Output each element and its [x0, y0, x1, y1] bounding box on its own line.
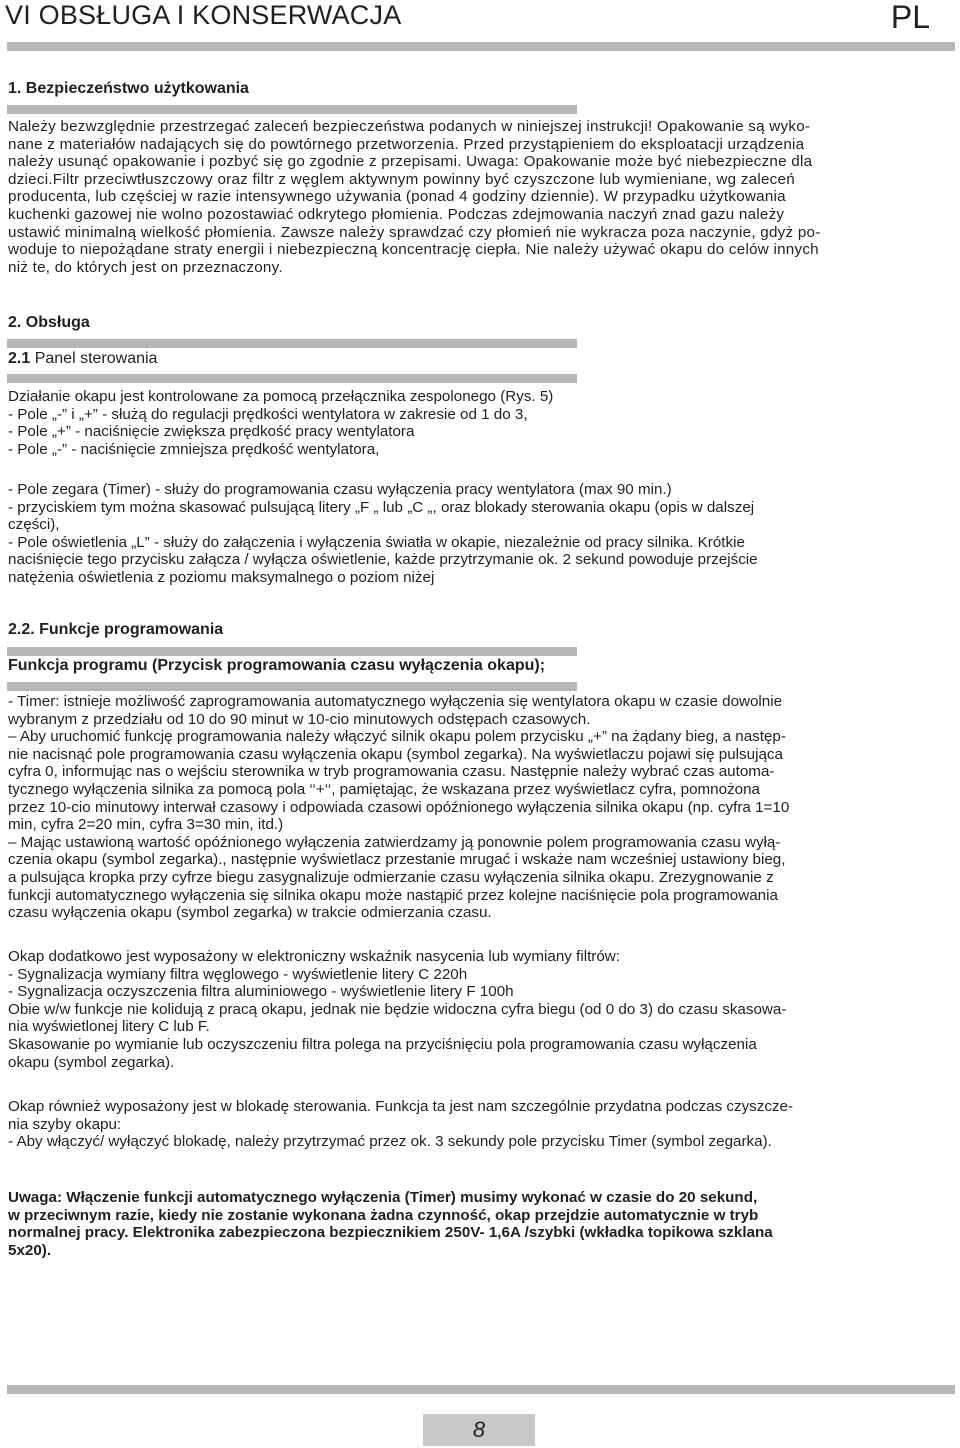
timer-description: [8, 693, 956, 922]
warning-note: [8, 1189, 956, 1259]
control-panel-list-2: [8, 481, 956, 587]
text-line: - Sygnalizacja oczyszczenia filtra aluminiowego - wyświetlenie litery F 100h: [8, 983, 514, 1001]
text-line: - Sygnalizacja wymiany filtra węglowego - wyświetlenie litery C 220h: [8, 965, 468, 983]
text-line: - Pole zegara (Timer) - służy do programowania czasu wyłączenia pracy wentylatora (max 90 min.): [8, 481, 672, 498]
text-line: a pulsująca kropka przy cyfrze biegu zasygnalizuje odmierzanie czasu wyłączenia silnika okapu. Zrezygnowanie z: [8, 868, 774, 886]
footer-rule: [7, 1385, 955, 1394]
text-line: - przyciskiem tym można skasować pulsującą litery „F „ lub „C „, oraz blokady sterowania okapu (opis w dalszej: [8, 498, 755, 516]
text-line: Okap dodatkowo jest wyposażony w elektroniczny wskaźnik nasycenia lub wymiany filtrów:: [8, 948, 620, 965]
text-line: – Aby uruchomić funkcję programowania należy włączyć silnik okapu polem przycisku „+” na żądany bieg, a następ-: [8, 728, 786, 746]
text-line: przez 10-cio minutowy interwał czasowy i odpowiada czasowi opóźnionego wyłączenia silnika okapu (np. cyfra 1=10: [8, 798, 790, 816]
language-code: PL: [890, 0, 930, 35]
text-line: Skasowanie po wymianie lub oczyszczeniu filtra polega na przyciśnięciu pola programowania czasu wyłączenia: [8, 1035, 757, 1053]
text-line: nia szyby okapu:: [8, 1115, 122, 1133]
text-line: wybranym z przedziału od 10 do 90 minut w 10-cio minutowych odstępach czasowych.: [8, 710, 591, 728]
text-line: Obie w/w funkcje nie kolidują z pracą okapu, jednak nie będzie widoczna cyfra biegu (od 0 do 3) do czasu skasowa-: [8, 1000, 787, 1018]
section-2-heading: 2. Obsługa: [8, 314, 90, 331]
text-line: woduje to niepożądane straty energii i niebezpieczną koncentrację ciepła. Nie należy używać okapu do celów innych: [8, 241, 819, 259]
filter-indicator-description: [8, 948, 956, 1071]
text-line: nia wyświetlonej litery C lub F.: [8, 1018, 210, 1036]
section-1-heading: 1. Bezpieczeństwo użytkowania: [8, 80, 249, 97]
text-line: naciśnięcie tego przycisku załącza / wyłącza oświetlenie, każde przytrzymanie ok. 2 sekund powoduje przejście: [8, 551, 758, 569]
text-line: cyfra 0, informując nas o wejściu sterownika w tryb programowania czasu. Następnie należy wybrać czas automa-: [8, 763, 775, 781]
text-line: nie nacisnąć pole programowania czasu wyłączenia okapu (symbol zegarka). Na wyświetlaczu pojawi się pulsująca: [8, 745, 783, 763]
text-line: min, cyfra 2=20 min, cyfra 3=30 min, itd.): [8, 816, 284, 834]
text-line: dzieci.Filtr przeciwtłuszczowy oraz filtr z węglem aktywnym powinny być czyszczone lub wymieniane, wg zaleceń: [8, 170, 795, 188]
page-title: VI OBSŁUGA I KONSERWACJA: [5, 0, 402, 30]
text-line: – Mając ustawioną wartość opóźnionego wyłączenia zatwierdzamy ją ponownie polem programowania czasu wyłą-: [8, 833, 781, 851]
control-panel-list: [8, 388, 956, 458]
text-line: - Pole „-” i „+” - służą do regulacji prędkości wentylatora w zakresie od 1 do 3,: [8, 405, 528, 423]
text-line: ustawić minimalną wielkość płomienia. Zawsze należy sprawdzać czy płomień nie wykracza poza naczynie, gdyż po-: [8, 223, 821, 241]
text-line: 5x20).: [8, 1241, 52, 1259]
text-line: - Timer: istnieje możliwość zaprogramowania automatycznego wyłączenia się wentylatora okapu w czasie dowolnie: [8, 693, 783, 710]
text-line: czasu wyłączenia okapu (symbol zegarka) w trakcie odmierzania czasu.: [8, 904, 492, 922]
text-line: okapu (symbol zegarka).: [8, 1053, 175, 1071]
text-line: tycznego wyłączenia silnika za pomocą pola ‘‘+‘‘, pamiętając, że wskazana przez wyświetlacz cyfra, pomnożona: [8, 780, 761, 798]
page-number: 8: [423, 1414, 535, 1446]
section-2-1-rule: [7, 374, 577, 383]
control-lock-description: [8, 1098, 956, 1151]
text-line: części),: [8, 516, 60, 534]
section-title: Panel sterowania: [30, 350, 158, 367]
text-line: funkcji automatycznego wyłączenia się silnika okapu może nastąpić przez kolejne naciśnięcie pola programowania: [8, 886, 778, 904]
text-line: Należy bezwzględnie przestrzegać zaleceń bezpieczeństwa podanych w niniejszej instrukcji! Opakowanie są wyko-: [8, 118, 811, 135]
section-2-2-heading: 2.2. Funkcje programowania: [8, 621, 224, 638]
section-2-2-rule: [7, 647, 577, 656]
text-line: natężenia oświetlenia z poziomu maksymalnego o poziom niżej: [8, 568, 435, 586]
text-line: należy usunąć opakowanie i pozbyć się go zgodnie z przepisami. Uwaga: Opakowanie może być niebezpieczne dla: [8, 153, 813, 171]
text-line: Okap również wyposażony jest w blokadę sterowania. Funkcja ta jest nam szczególnie przydatna podczas czyszcze-: [8, 1098, 794, 1115]
text-line: Uwaga: Włączenie funkcji automatycznego wyłączenia (Timer) musimy wykonać w czasie do 20 sekund,: [8, 1189, 758, 1206]
text-line: - Pole oświetlenia „L” - służy do załączenia i wyłączenia światła w okapie, niezależnie od pracy silnika. Krótkie: [8, 533, 745, 551]
text-line: kuchenki gazowej nie wolno pozostawiać odkrytego płomienia. Podczas zdejmowania naczyń znad gazu należy: [8, 205, 785, 223]
section-1-rule: [7, 105, 577, 114]
text-line: w przeciwnym razie, kiedy nie zostanie wykonana żadna czynność, okap przejdzie automatycznie w tryb: [8, 1206, 759, 1224]
section-2-rule: [7, 339, 577, 348]
section-2-1-heading: [8, 349, 157, 369]
text-line: Działanie okapu jest kontrolowane za pomocą przełącznika zespolonego (Rys. 5): [8, 388, 554, 405]
section-1-body: [8, 118, 956, 276]
text-line: niż te, do których jest on przeznaczony.: [8, 258, 283, 276]
text-line: producenta, lub częściej w razie intensywnego używania (ponad 4 godziny dziennie). W przypadku użytkowania: [8, 188, 786, 206]
text-line: - Pole „+” - naciśnięcie zwiększa prędkość pracy wentylatora: [8, 423, 415, 441]
text-line: czenia okapu (symbol zegarka)., następnie wyświetlacz przestanie mrugać i wskaże nam wcześniej ustawiony bieg,: [8, 851, 786, 869]
text-line: - Pole „-” - naciśnięcie zmniejsza prędkość wentylatora,: [8, 440, 380, 458]
section-number: 2.1: [8, 350, 31, 367]
function-heading: Funkcja programu (Przycisk programowania czasu wyłączenia okapu);: [8, 657, 546, 674]
text-line: nane z materiałów nadających się do powtórnego przetworzenia. Przed przystąpieniem do eksploatacji urządzenia: [8, 135, 805, 153]
text-line: normalnej pracy. Elektronika zabezpieczona bezpiecznikiem 250V- 1,6A /szybki (wkładka topikowa szklana: [8, 1224, 773, 1242]
function-rule: [7, 682, 577, 691]
text-line: - Aby włączyć/ wyłączyć blokadę, należy przytrzymać przez ok. 3 sekundy pole przycisku Timer (symbol zegarka).: [8, 1133, 772, 1151]
header-rule: [7, 42, 955, 51]
